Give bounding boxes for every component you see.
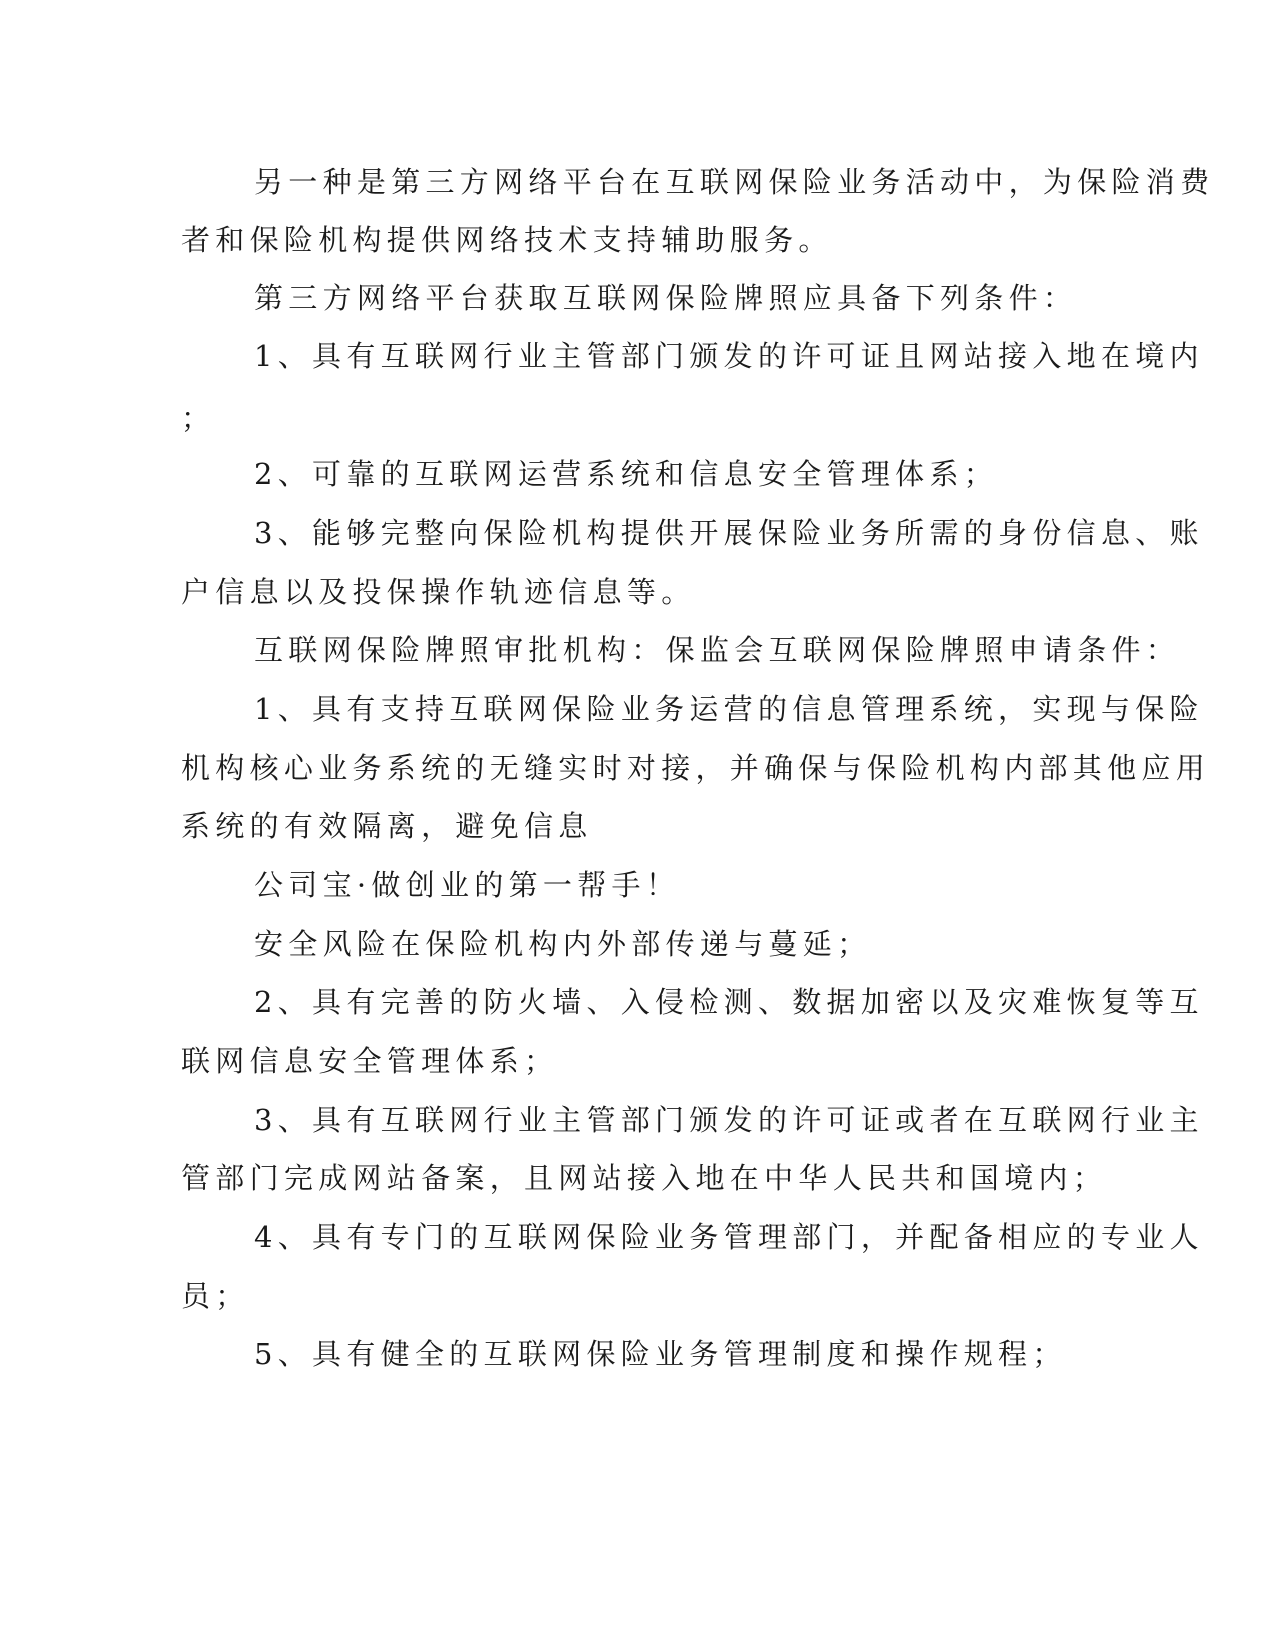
- paragraph-line: 5、具有健全的互联网保险业务管理制度和操作规程；: [254, 1337, 1067, 1371]
- paragraph-line: 员；: [181, 1279, 250, 1313]
- paragraph-line: 系统的有效隔离，避免信息: [181, 809, 593, 843]
- paragraph-line: 管部门完成网站备案，且网站接入地在中华人民共和国境内；: [181, 1161, 1108, 1195]
- paragraph-line: 第三方网络平台获取互联网保险牌照应具备下列条件：: [254, 281, 1078, 315]
- paragraph-line: 户信息以及投保操作轨迹信息等。: [181, 575, 696, 609]
- paragraph-line: ；: [181, 401, 216, 435]
- paragraph-line: 2、具有完善的防火墙、入侵检测、数据加密以及灾难恢复等互: [254, 985, 1204, 1019]
- paragraph-line: 者和保险机构提供网络技术支持辅助服务。: [181, 223, 833, 257]
- paragraph-line: 3、具有互联网行业主管部门颁发的许可证或者在互联网行业主: [254, 1103, 1204, 1137]
- paragraph-line: 1、具有支持互联网保险业务运营的信息管理系统，实现与保险: [254, 692, 1204, 726]
- paragraph-line: 2、可靠的互联网运营系统和信息安全管理体系；: [254, 457, 999, 491]
- paragraph-line: 机构核心业务系统的无缝实时对接，并确保与保险机构内部其他应用: [181, 751, 1211, 785]
- footer-slogan: 公司宝·做创业的第一帮手！: [254, 868, 681, 902]
- paragraph-line: 安全风险在保险机构内外部传递与蔓延；: [254, 927, 872, 961]
- paragraph-line: 联网信息安全管理体系；: [181, 1044, 559, 1078]
- paragraph-line: 4、具有专门的互联网保险业务管理部门，并配备相应的专业人: [254, 1220, 1204, 1254]
- paragraph-line: 另一种是第三方网络平台在互联网保险业务活动中，为保险消费: [254, 165, 1215, 199]
- paragraph-line: 互联网保险牌照审批机构：保监会互联网保险牌照申请条件：: [254, 633, 1181, 667]
- paragraph-line: 3、能够完整向保险机构提供开展保险业务所需的身份信息、账: [254, 516, 1204, 550]
- paragraph-line: 1、具有互联网行业主管部门颁发的许可证且网站接入地在境内: [254, 339, 1204, 373]
